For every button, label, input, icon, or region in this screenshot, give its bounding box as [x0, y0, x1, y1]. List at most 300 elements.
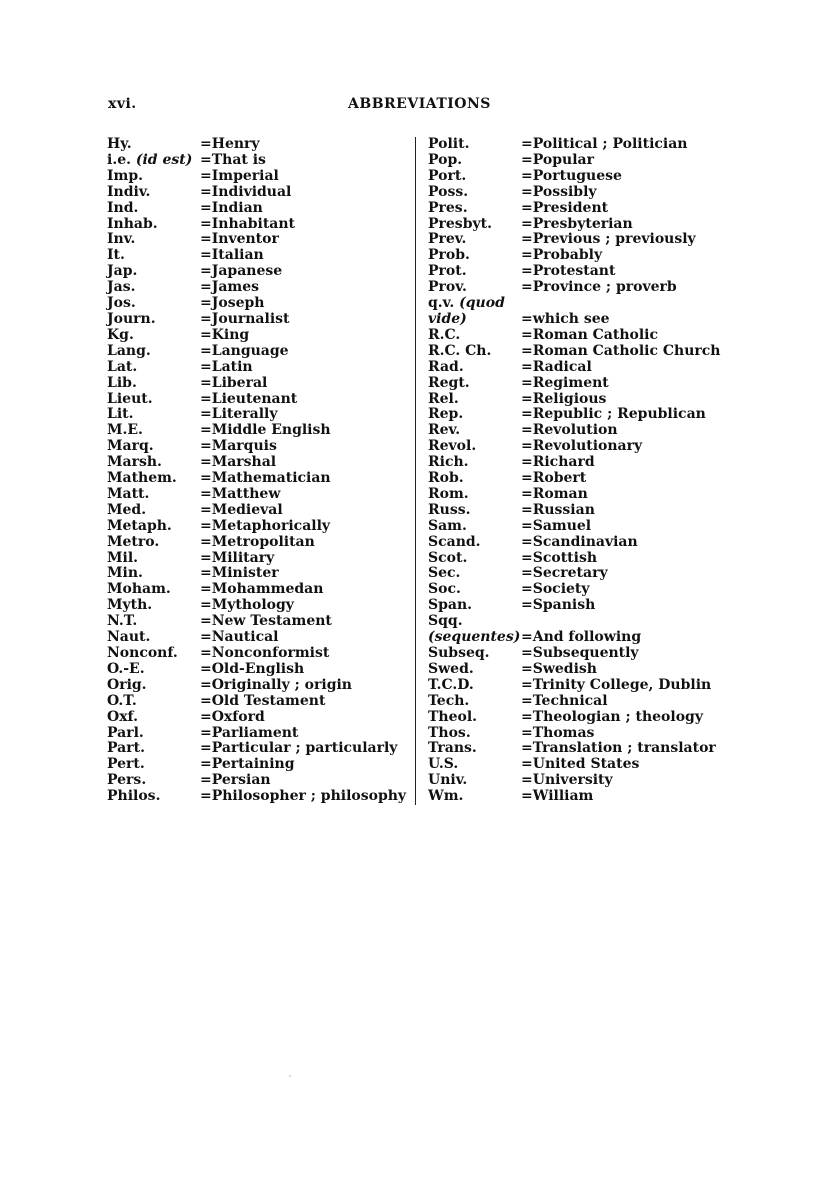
abbreviation-meaning: =Persian [200, 772, 271, 789]
abbreviation-text: i.e. [107, 151, 131, 168]
abbreviation-text: M.E. [107, 422, 143, 439]
abbreviation-meaning: =Language [200, 342, 289, 359]
abbreviation-entry [107, 360, 412, 376]
abbreviation-meaning: =President [521, 199, 609, 216]
abbreviation-entry [107, 137, 412, 153]
abbreviation-term [107, 185, 200, 201]
abbreviation-text: Univ. [428, 772, 468, 789]
abbreviation-entry [428, 248, 728, 264]
abbreviation-term [428, 169, 521, 185]
abbreviation-meaning: =Marquis [200, 438, 277, 455]
abbreviation-term [107, 153, 200, 169]
abbreviation-entry [428, 137, 728, 153]
abbreviation-meaning: =Political ; Politician [521, 136, 688, 152]
abbreviation-meaning: =Literally [200, 406, 278, 423]
abbreviation-entry [428, 169, 728, 185]
abbreviation-term [428, 344, 521, 360]
abbreviation-meaning: =Robert [521, 470, 587, 487]
abbreviation-text: Theol. [428, 708, 478, 725]
abbreviation-text: Med. [107, 501, 147, 518]
page-header [108, 96, 718, 116]
abbreviation-text: Prev. [428, 231, 467, 248]
abbreviation-text: Ind. [107, 199, 139, 216]
abbreviation-meaning: =Individual [200, 183, 292, 200]
abbreviation-term [107, 264, 200, 280]
abbreviation-term [428, 407, 521, 423]
abbreviation-text: Myth. [107, 597, 153, 614]
abbreviation-term [107, 614, 200, 630]
abbreviation-text: Lib. [107, 374, 137, 391]
abbreviation-entry [107, 519, 412, 535]
abbreviation-term [107, 455, 200, 471]
abbreviation-meaning: =Latin [200, 358, 253, 375]
abbreviation-text: U.S. [428, 756, 459, 773]
abbreviation-term [107, 360, 200, 376]
abbreviation-term [428, 503, 521, 519]
abbreviation-text: Rob. [428, 470, 464, 487]
abbreviation-text: Pers. [107, 772, 147, 789]
abbreviation-entry [428, 662, 728, 678]
abbreviation-term [107, 646, 200, 662]
abbreviation-term [107, 773, 200, 789]
abbreviation-text: Prot. [428, 263, 467, 280]
abbreviation-text: Moham. [107, 581, 171, 598]
abbreviation-entry [107, 598, 412, 614]
abbreviation-text: N.T. [107, 613, 138, 630]
abbreviation-text: Naut. [107, 629, 151, 646]
abbreviation-meaning: =Matthew [200, 485, 281, 502]
column-divider [415, 137, 416, 805]
abbreviation-entry [428, 678, 728, 694]
abbreviation-entry [428, 582, 728, 598]
abbreviation-entry [107, 455, 412, 471]
latin-expansion: (quod vide) [428, 295, 505, 327]
abbreviation-text: Lieut. [107, 390, 153, 407]
abbreviation-term [107, 535, 200, 551]
abbreviation-entry [107, 566, 412, 582]
abbreviation-text: Pres. [428, 199, 468, 216]
abbreviation-entry [107, 614, 412, 630]
abbreviation-term [428, 710, 521, 726]
abbreviation-term [428, 328, 521, 344]
abbreviation-text: Rel. [428, 390, 459, 407]
abbreviation-meaning: =Military [200, 549, 275, 566]
abbreviation-term [428, 535, 521, 551]
abbreviation-term [107, 439, 200, 455]
abbreviation-text: Journ. [107, 310, 156, 327]
abbreviation-text: Sec. [428, 565, 461, 582]
abbreviation-meaning: =New Testament [200, 613, 332, 630]
abbreviation-term [107, 217, 200, 233]
abbreviation-text: Indiv. [107, 183, 151, 200]
abbreviation-meaning: =Samuel [521, 517, 592, 534]
abbreviation-meaning: =Lieutenant [200, 390, 298, 407]
abbreviation-text: O.T. [107, 692, 137, 709]
abbreviation-meaning: =Trinity College, Dublin [521, 676, 712, 693]
abbreviation-text: Revol. [428, 438, 477, 455]
abbreviation-term [428, 741, 521, 757]
abbreviation-meaning: =Medieval [200, 501, 283, 518]
abbreviation-entry [428, 710, 728, 726]
abbreviation-text: Imp. [107, 167, 144, 184]
abbreviation-entry [428, 344, 728, 360]
abbreviation-meaning: =Swedish [521, 660, 597, 677]
abbreviation-meaning: =Inhabitant [200, 215, 295, 232]
abbreviation-term [428, 264, 521, 280]
abbreviation-text: Marsh. [107, 454, 162, 471]
abbreviation-meaning: =Liberal [200, 374, 268, 391]
abbreviation-term [428, 614, 521, 646]
abbreviation-term [428, 455, 521, 471]
abbreviation-entry [428, 789, 728, 805]
abbreviation-text: Inhab. [107, 215, 158, 232]
abbreviation-text: Parl. [107, 724, 144, 741]
abbreviation-meaning: =Nautical [200, 629, 279, 646]
abbreviation-entry [107, 423, 412, 439]
abbreviation-text: Jap. [107, 263, 138, 280]
abbreviation-entry [428, 376, 728, 392]
abbreviation-entry [107, 773, 412, 789]
abbreviation-entry [428, 455, 728, 471]
abbreviation-term [107, 662, 200, 678]
abbreviation-term [428, 137, 521, 153]
abbreviation-term [107, 328, 200, 344]
abbreviation-entry [107, 232, 412, 248]
abbreviation-term [428, 519, 521, 535]
abbreviation-term [107, 487, 200, 503]
abbreviation-term [428, 471, 521, 487]
abbreviation-entry [107, 264, 412, 280]
abbreviation-meaning: =James [200, 279, 260, 296]
latin-expansion: (sequentes) [428, 629, 521, 646]
abbreviation-term [107, 407, 200, 423]
abbreviation-text: Span. [428, 597, 473, 614]
abbreviation-meaning: =Metaphorically [200, 517, 331, 534]
abbreviation-meaning: =Old Testament [200, 692, 326, 709]
abbreviation-entry [428, 773, 728, 789]
abbreviation-text: q.v. [428, 295, 455, 312]
abbreviation-text: Pop. [428, 151, 463, 168]
abbreviation-term [107, 566, 200, 582]
abbreviation-entry [107, 503, 412, 519]
abbreviation-entry [428, 614, 728, 646]
abbreviation-meaning: =Revolution [521, 422, 618, 439]
abbreviation-entry [107, 201, 412, 217]
abbreviation-term [107, 710, 200, 726]
abbreviation-entry [428, 535, 728, 551]
abbreviation-meaning: =Secretary [521, 565, 608, 582]
abbreviation-text: Scot. [428, 549, 468, 566]
abbreviation-entry [107, 439, 412, 455]
abbreviation-entry [428, 360, 728, 376]
abbreviation-text: Thos. [428, 724, 471, 741]
abbreviation-term [428, 582, 521, 598]
abbreviation-meaning: =Particular ; particularly [200, 740, 398, 757]
abbreviation-text: Marq. [107, 438, 154, 455]
abbreviation-meaning: =Imperial [200, 167, 279, 184]
abbreviation-entry [107, 169, 412, 185]
abbreviation-meaning: =Mohammedan [200, 581, 324, 598]
left-abbreviation-column [107, 137, 412, 805]
abbreviation-meaning: =Translation ; translator [521, 740, 716, 757]
abbreviation-text: Kg. [107, 326, 134, 343]
abbreviation-text: Russ. [428, 501, 471, 518]
abbreviation-entry [107, 710, 412, 726]
abbreviation-meaning: =Japanese [200, 263, 283, 280]
abbreviation-meaning: =Scandinavian [521, 533, 638, 550]
abbreviation-entry [107, 726, 412, 742]
abbreviation-entry [107, 694, 412, 710]
abbreviation-meaning: =Roman Catholic Church [521, 342, 721, 359]
abbreviation-entry [428, 757, 728, 773]
abbreviation-meaning: =Theologian ; theology [521, 708, 703, 725]
abbreviation-entry [428, 566, 728, 582]
abbreviation-text: Rom. [428, 485, 469, 502]
abbreviation-meaning: =And following [521, 629, 642, 646]
abbreviation-text: Subseq. [428, 645, 490, 661]
abbreviation-entry [107, 153, 412, 169]
abbreviation-term [428, 694, 521, 710]
abbreviation-entry [107, 630, 412, 646]
abbreviation-text: Sam. [428, 517, 467, 534]
abbreviation-entry [428, 726, 728, 742]
abbreviation-term [107, 137, 200, 153]
abbreviation-meaning: =Thomas [521, 724, 595, 741]
abbreviation-meaning: =Scottish [521, 549, 598, 566]
abbreviation-entry [428, 646, 728, 662]
abbreviation-term [428, 360, 521, 376]
abbreviation-term [107, 201, 200, 217]
abbreviation-term [107, 726, 200, 742]
abbreviation-term [107, 551, 200, 567]
abbreviation-text: Tech. [428, 692, 470, 709]
abbreviation-term [428, 678, 521, 694]
abbreviation-term [107, 519, 200, 535]
abbreviation-entry [107, 678, 412, 694]
abbreviation-text: Rev. [428, 422, 461, 439]
abbreviation-term [107, 392, 200, 408]
abbreviation-text: Polit. [428, 136, 470, 152]
abbreviation-text: Lang. [107, 342, 151, 359]
abbreviation-term [107, 296, 200, 312]
abbreviation-entry [107, 535, 412, 551]
abbreviation-entry [428, 185, 728, 201]
abbreviation-term [428, 551, 521, 567]
abbreviation-meaning: =Old-English [200, 660, 305, 677]
abbreviation-entry [428, 439, 728, 455]
abbreviation-term [107, 312, 200, 328]
abbreviation-meaning: =Pertaining [200, 756, 295, 773]
abbreviation-term [428, 217, 521, 233]
abbreviation-term [428, 439, 521, 455]
abbreviation-entry [107, 185, 412, 201]
abbreviation-meaning: =Revolutionary [521, 438, 643, 455]
abbreviation-meaning: =William [521, 788, 594, 805]
abbreviation-entry [107, 376, 412, 392]
abbreviation-term [107, 582, 200, 598]
abbreviation-text: Scand. [428, 533, 481, 550]
abbreviation-meaning: =King [200, 326, 250, 343]
abbreviation-text: Wm. [428, 788, 464, 805]
abbreviation-entry [428, 328, 728, 344]
abbreviation-text: R.C. [428, 326, 461, 343]
abbreviation-text: Min. [107, 565, 143, 582]
abbreviation-entry [107, 296, 412, 312]
abbreviation-term [107, 630, 200, 646]
abbreviation-meaning: =Indian [200, 199, 263, 216]
abbreviation-entry [107, 551, 412, 567]
abbreviation-text: Hy. [107, 136, 132, 152]
abbreviation-term [428, 773, 521, 789]
abbreviation-entry [428, 392, 728, 408]
abbreviation-entry [107, 280, 412, 296]
latin-expansion: (id est) [135, 151, 193, 168]
abbreviation-entry [428, 217, 728, 233]
abbreviation-term [428, 566, 521, 582]
abbreviation-entry [428, 423, 728, 439]
abbreviation-entry [428, 296, 728, 328]
abbreviation-meaning: =Possibly [521, 183, 597, 200]
abbreviation-meaning: =Technical [521, 692, 608, 709]
abbreviation-meaning: =Society [521, 581, 590, 598]
abbreviation-term [107, 678, 200, 694]
abbreviation-meaning: =Protestant [521, 263, 616, 280]
abbreviation-meaning: =Henry [200, 136, 260, 152]
abbreviation-text: Rich. [428, 454, 469, 471]
abbreviation-term [428, 376, 521, 392]
abbreviation-meaning: =Previous ; previously [521, 231, 696, 248]
abbreviation-term [107, 423, 200, 439]
abbreviation-meaning: =Mythology [200, 597, 294, 614]
abbreviation-meaning: =Portuguese [521, 167, 622, 184]
abbreviation-meaning: =Journalist [200, 310, 290, 327]
abbreviation-meaning: =Probably [521, 247, 603, 264]
abbreviation-entry [107, 328, 412, 344]
abbreviation-text: Oxf. [107, 708, 138, 725]
abbreviation-entry [428, 741, 728, 757]
abbreviation-term [107, 344, 200, 360]
abbreviation-text: Mathem. [107, 470, 177, 487]
abbreviation-entry [107, 312, 412, 328]
abbreviation-meaning: =Philosopher ; philosophy [200, 788, 407, 805]
abbreviation-text: R.C. Ch. [428, 342, 492, 359]
abbreviation-entry [107, 471, 412, 487]
abbreviation-meaning: =Spanish [521, 597, 596, 614]
abbreviation-term [428, 392, 521, 408]
abbreviation-meaning: =Subsequently [521, 645, 639, 661]
abbreviation-meaning: =Italian [200, 247, 264, 264]
abbreviation-text: T.C.D. [428, 676, 474, 693]
abbreviation-meaning: =Originally ; origin [200, 676, 352, 693]
abbreviation-term [428, 789, 521, 805]
abbreviation-entry [107, 646, 412, 662]
abbreviation-meaning: =Province ; proverb [521, 279, 677, 296]
abbreviation-term [107, 471, 200, 487]
abbreviation-text: Nonconf. [107, 645, 178, 661]
abbreviation-text: Metro. [107, 533, 160, 550]
abbreviation-text: Part. [107, 740, 145, 757]
abbreviation-entry [107, 662, 412, 678]
abbreviation-meaning: =Roman [521, 485, 588, 502]
abbreviation-term [107, 757, 200, 773]
right-abbreviation-column [428, 137, 728, 805]
abbreviation-text: Prov. [428, 279, 467, 296]
abbreviation-entry [428, 264, 728, 280]
abbreviation-term [107, 741, 200, 757]
abbreviation-text: Philos. [107, 788, 161, 805]
abbreviation-text: Presbyt. [428, 215, 492, 232]
abbreviation-entry [428, 153, 728, 169]
abbreviation-text: Trans. [428, 740, 477, 757]
abbreviation-entry [107, 741, 412, 757]
abbreviation-meaning: =United States [521, 756, 640, 773]
abbreviation-meaning: =Marshal [200, 454, 277, 471]
abbreviation-entry [107, 344, 412, 360]
abbreviation-text: Rep. [428, 406, 464, 423]
abbreviation-text: Rad. [428, 358, 464, 375]
abbreviation-entry [107, 487, 412, 503]
abbreviation-entry [428, 471, 728, 487]
abbreviation-meaning: =Popular [521, 151, 594, 168]
abbreviation-entry [428, 487, 728, 503]
abbreviation-meaning: =University [521, 772, 613, 789]
abbreviation-term [428, 280, 521, 296]
abbreviation-meaning: =Nonconformist [200, 645, 330, 661]
abbreviation-term [428, 232, 521, 248]
abbreviation-term [428, 185, 521, 201]
abbreviation-term [428, 598, 521, 614]
page-number: xvi. [108, 96, 137, 112]
abbreviation-meaning: =Oxford [200, 708, 265, 725]
abbreviation-text: Poss. [428, 183, 469, 200]
abbreviation-entry [107, 407, 412, 423]
abbreviation-text: Jas. [107, 279, 136, 296]
abbreviation-entry [428, 280, 728, 296]
abbreviation-meaning: =which see [521, 310, 610, 327]
abbreviation-text: Soc. [428, 581, 461, 598]
abbreviation-term [107, 503, 200, 519]
abbreviation-term [107, 598, 200, 614]
abbreviation-term [107, 280, 200, 296]
abbreviation-meaning: =Joseph [200, 295, 265, 312]
abbreviation-meaning: =Parliament [200, 724, 299, 741]
abbreviation-term [428, 646, 521, 662]
abbreviation-term [428, 662, 521, 678]
abbreviation-entry [107, 789, 412, 805]
abbreviation-term [107, 169, 200, 185]
abbreviation-entry [428, 519, 728, 535]
abbreviation-text: Matt. [107, 485, 150, 502]
abbreviation-meaning: =Metropolitan [200, 533, 315, 550]
abbreviation-term [428, 248, 521, 264]
abbreviation-meaning: =Radical [521, 358, 592, 375]
abbreviation-entry [428, 551, 728, 567]
abbreviation-entry [428, 407, 728, 423]
abbreviation-meaning: =Mathematician [200, 470, 331, 487]
abbreviation-text: Prob. [428, 247, 470, 264]
abbreviation-text: Mil. [107, 549, 139, 566]
abbreviation-term [428, 487, 521, 503]
abbreviation-meaning: =Minister [200, 565, 279, 582]
abbreviation-term [428, 726, 521, 742]
abbreviation-meaning: =Russian [521, 501, 595, 518]
abbreviation-text: Orig. [107, 676, 147, 693]
abbreviation-term [428, 296, 521, 328]
abbreviation-term [428, 423, 521, 439]
abbreviation-entry [107, 248, 412, 264]
abbreviation-term [107, 789, 200, 805]
abbreviation-meaning: =Roman Catholic [521, 326, 658, 343]
